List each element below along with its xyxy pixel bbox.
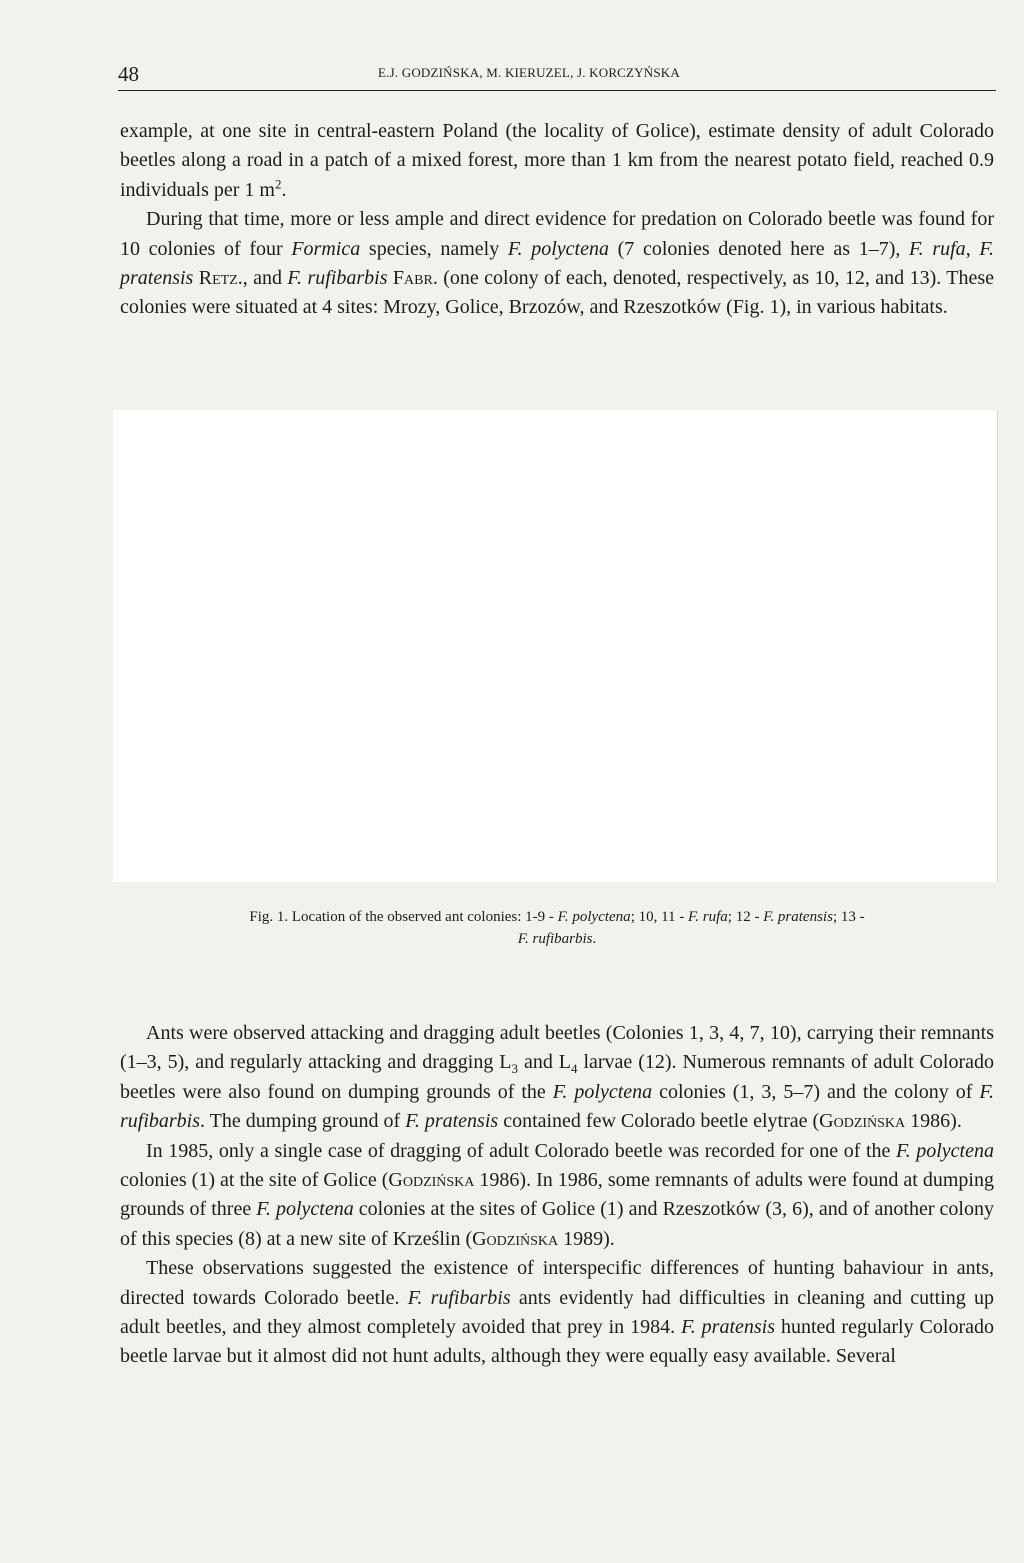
figure-1-map-blank <box>113 410 998 882</box>
body-text-top <box>120 117 994 323</box>
body-text-bottom <box>120 1019 994 1372</box>
paragraph-density: example, at one site in central-eastern Poland (the locality of Golice), estimate density of adult Colorado beetles along a road in a patch of a mixed forest, more than 1 km from the nearest potato field, reached 0.9 individuals per 1 $m^2$. <box>120 120 994 201</box>
paragraph-1985-1986: In 1985, only a single case of dragging of adult Colorado beetle was recorded for one of the F. polyctena colonies (1) at the site of Golice (Godzińska 1986). In 1986, some remnants of adults were found at dumping grounds of three F. polyctena colonies at the sites of Golice (1) and Rzeszotków (3, 6), and of another colony of this species (8) at a new site of Krześlin (Godzińska 1989). <box>120 1139 994 1250</box>
paragraph-interspecific: These observations suggested the existence of interspecific differences of hunting bahaviour in ants, directed towards Colorado beetle. F. rufibarbis ants evidently had difficulties in cleaning and cutting up adult beetles, and they almost completely avoided that prey in 1984. F. pratensis hunted regularly Colorado beetle larvae but it almost did not hunt adults, although they were equally easy available. Several <box>120 1257 994 1368</box>
figure-1-caption: Fig. 1. Location of the observed ant colonies: 1-9 - F. polyctena; 10, 11 - F. rufa; 12 - F. pratensis; 13 - F. rufibarbis. <box>249 909 865 947</box>
paragraph-colonies: During that time, more or less ample and direct evidence for predation on Colorado beetle was found for 10 colonies of four Formica species, namely F. polyctena (7 colonies denoted here as 1–7), F. rufa, F. pratensis Retz., and F. rufibarbis Fabr. (one colony of each, denoted, respectively, as 10, 12, and 13). These colonies were situated at 4 sites: Mrozy, Golice, Brzozów, and Rzeszotków (Fig. 1), in various habitats. <box>120 208 995 319</box>
page-number: 48 <box>118 62 139 86</box>
paragraph-observations: Ants were observed attacking and dragging adult beetles (Colonies 1, 3, 4, 7, 10), carrying their remnants (1–3, 5), and regularly attacking and dragging $L_3$ and $L_4$ larvae (12). Numerous remnants of adult Colorado beetles were also found on dumping grounds of the F. polyctena colonies (1, 3, 5–7) and the colony of F. rufibarbis. The dumping ground of F. pratensis contained few Colorado beetle elytrae (Godzińska 1986). <box>120 1022 995 1133</box>
running-head-authors: E.J. GODZIŃSKA, M. KIERUZEL, J. KORCZYŃSKA <box>378 65 680 80</box>
running-head <box>118 60 996 91</box>
